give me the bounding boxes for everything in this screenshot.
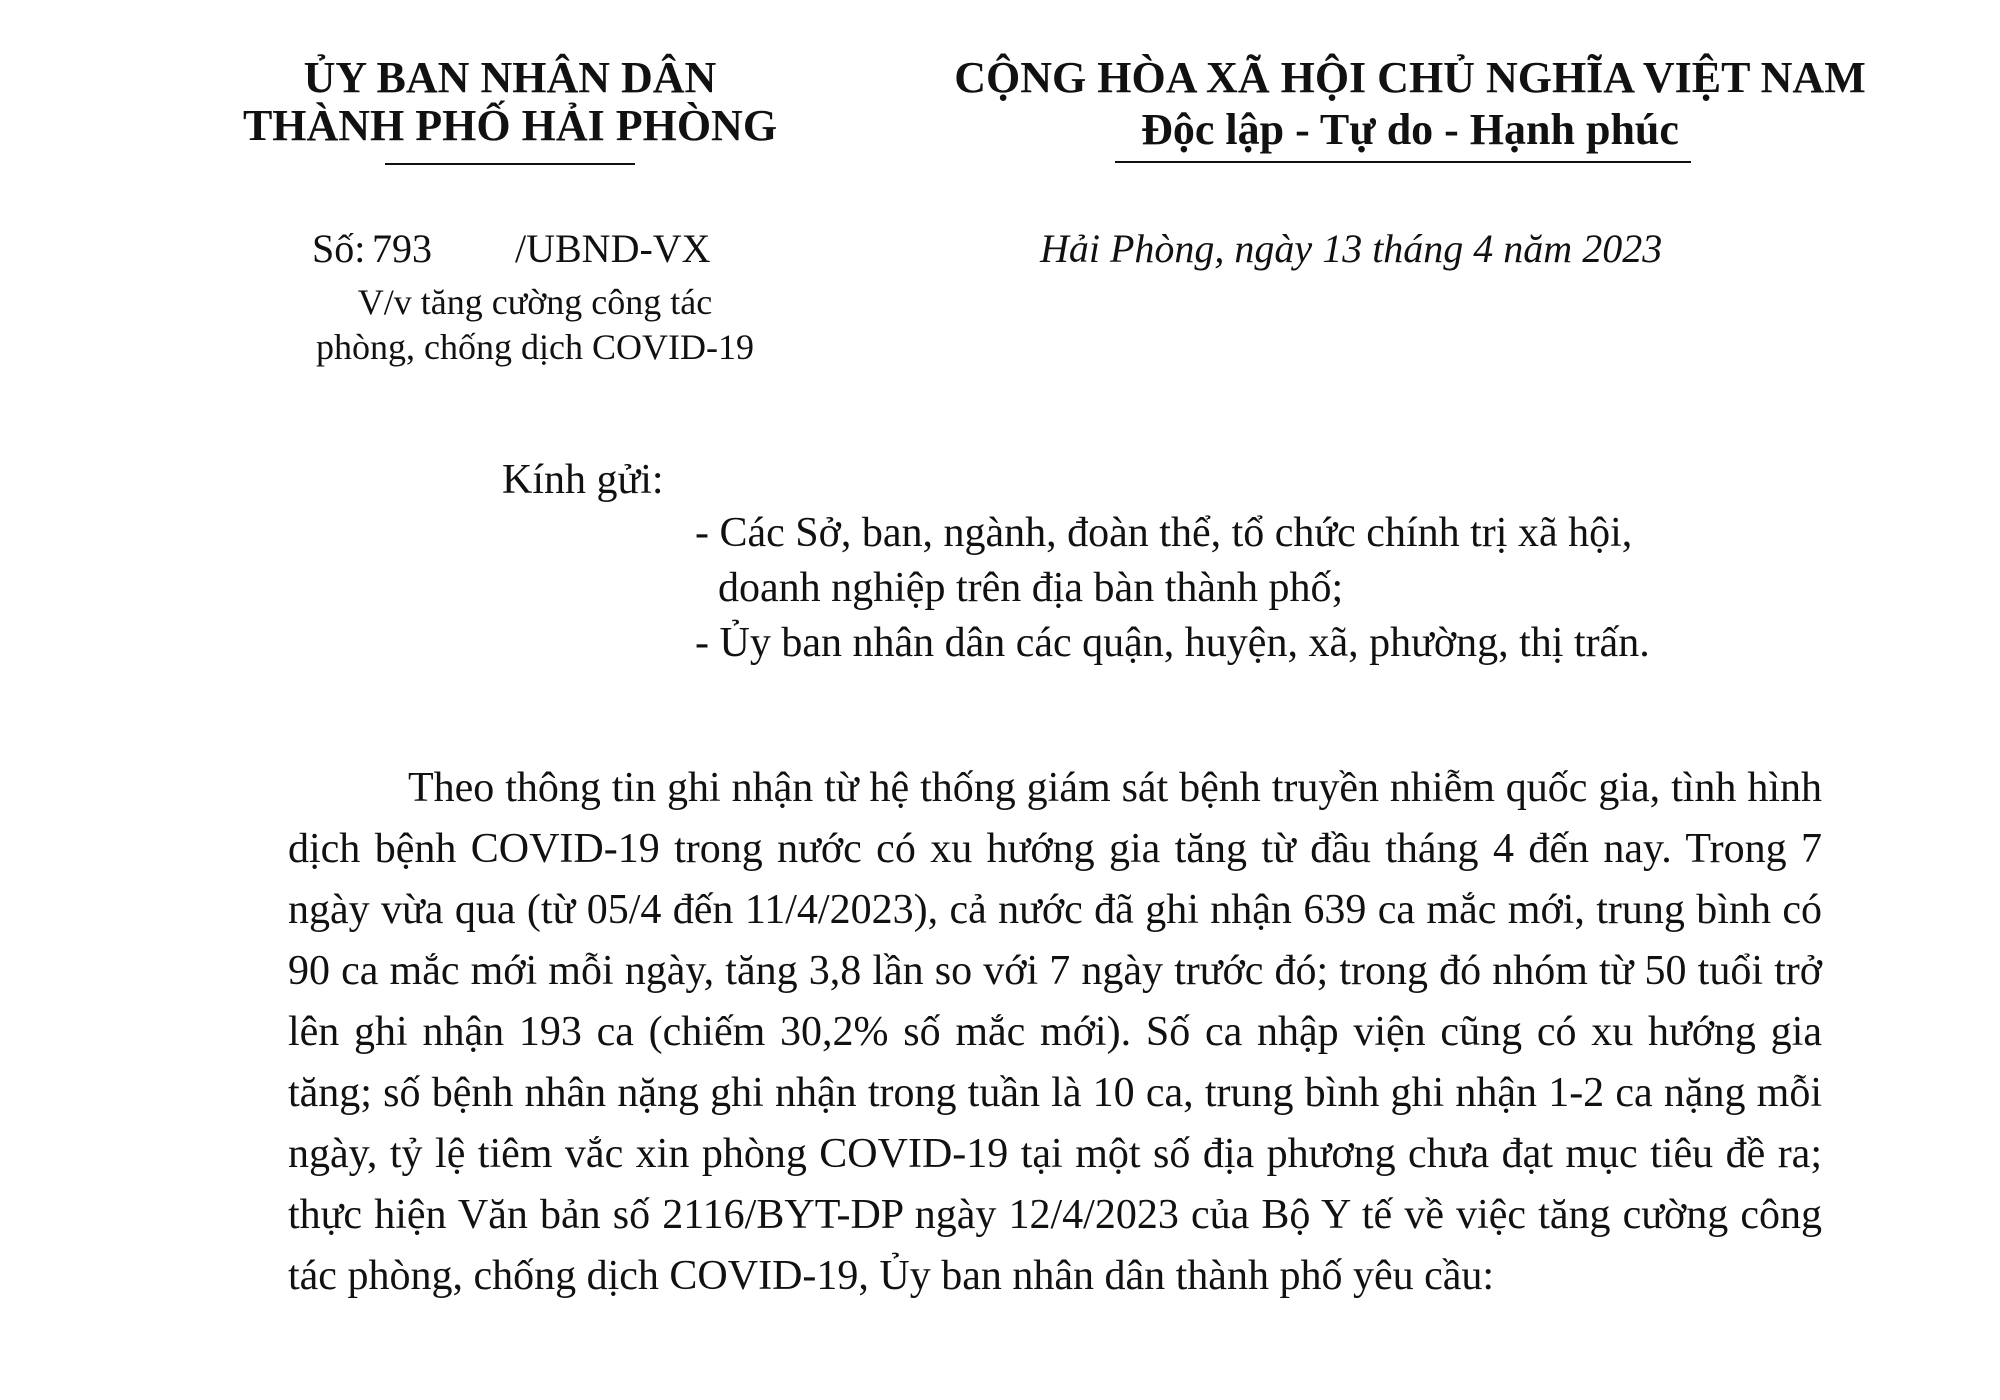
issuing-authority-line1: ỦY BAN NHÂN DÂN [303, 53, 717, 102]
document-number-suffix: /UBND-VX [515, 226, 711, 271]
body-paragraph: Theo thông tin ghi nhận từ hệ thống giám sát bệnh truyền nhiễm quốc gia, tình hình dịch bệnh COVID-19 trong nước có xu hướng gia tăng từ đầu tháng 4 đến nay. Trong 7 ngày vừa qua (từ 05/4 đến 11/4/2023), cả nước đã ghi nhận 639 ca mắc mới, trung bình có 90 ca mắc mới mỗi ngày, tăng 3,8 lần so với 7 ngày trước đó; trong đó nhóm từ 50 tuổi trở lên ghi nhận 193 ca (chiếm 30,2% số mắc mới). Số ca nhập viện cũng có xu hướng gia tăng; số bệnh nhân nặng ghi nhận trong tuần là 10 ca, trung bình ghi nhận 1-2 ca nặng mỗi ngày, tỷ lệ tiêm vắc xin phòng COVID-19 tại một số địa phương chưa đạt mục tiêu đề ra; thực hiện Văn bản số 2116/BYT-DP ngày 12/4/2023 của Bộ Y tế về việc tăng cường công tác phòng, chống dịch COVID-19, Ủy ban nhân dân thành phố yêu cầu: [288, 765, 1822, 1299]
national-motto: Độc lập - Tự do - Hạnh phúc [1141, 105, 1679, 154]
national-title: CỘNG HÒA XÃ HỘI CHỦ NGHĨA VIỆT NAM [954, 53, 1866, 102]
recipient-item-1-line1: - Các Sở, ban, ngành, đoàn thể, tổ chức chính trị xã hội, [695, 510, 1633, 556]
document-number: 793 [372, 226, 432, 271]
recipient-item-1-line2: doanh nghiệp trên địa bàn thành phố; [718, 565, 1344, 611]
document-number-prefix: Số: [312, 226, 366, 271]
subject-line2: phòng, chống dịch COVID-19 [316, 327, 754, 367]
recipients-label: Kính gửi: [502, 457, 664, 503]
right-header-underline [1115, 161, 1691, 163]
subject-line1: V/v tăng cường công tác [357, 282, 713, 322]
issuing-authority-line2: THÀNH PHỐ HẢI PHÒNG [242, 101, 778, 150]
date-line: Hải Phòng, ngày 13 tháng 4 năm 2023 [1040, 226, 1663, 271]
recipient-item-2: - Ủy ban nhân dân các quận, huyện, xã, phường, thị trấn. [695, 620, 1650, 666]
left-header-underline [385, 163, 635, 165]
